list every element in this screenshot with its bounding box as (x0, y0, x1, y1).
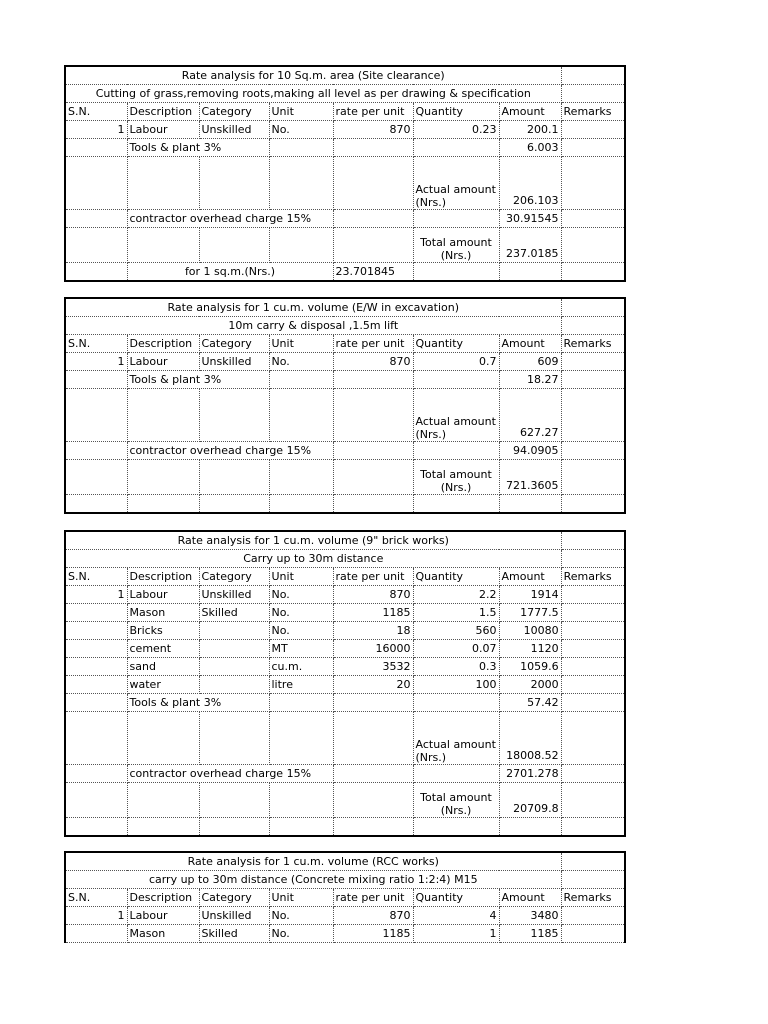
cell-category (199, 622, 269, 640)
per-sqm-label: for 1 sq.m.(Nrs.) (127, 263, 333, 282)
cell-rate: 3532 (333, 658, 413, 676)
per-sqm-value: 23.701845 (333, 263, 413, 282)
rate-table-brick-works (64, 530, 624, 837)
cell-amount: 200.1 (499, 121, 561, 139)
table-row (65, 622, 625, 640)
actual-label: Actual amount (Nrs.) (413, 389, 499, 442)
header-remarks: Remarks (561, 335, 625, 353)
cell-unit: No. (269, 586, 333, 604)
tools-row (65, 139, 625, 157)
cell-unit: No. (269, 121, 333, 139)
header-amount: Amount (499, 103, 561, 121)
table-row (65, 925, 625, 943)
empty-row (65, 495, 625, 514)
cell-description: cement (127, 640, 199, 658)
header-row (65, 568, 625, 586)
total-amount: 721.3605 (499, 460, 561, 495)
header-description: Description (127, 568, 199, 586)
cell-sn (65, 622, 127, 640)
cell-category: Skilled (199, 925, 269, 943)
table-subtitle: Carry up to 30m distance (65, 550, 561, 568)
actual-row (65, 389, 625, 442)
cell-quantity: 0.3 (413, 658, 499, 676)
cell-remarks (561, 604, 625, 622)
rate-table-site-clearance (64, 65, 624, 282)
cell-unit: No. (269, 925, 333, 943)
empty-row (65, 818, 625, 837)
cell-remarks (561, 925, 625, 943)
header-remarks: Remarks (561, 889, 625, 907)
header-quantity: Quantity (413, 335, 499, 353)
header-description: Description (127, 889, 199, 907)
cell-amount: 3480 (499, 907, 561, 925)
table-title: Rate analysis for 1 cu.m. volume (E/W in excavation) (65, 298, 561, 317)
cell-quantity: 0.07 (413, 640, 499, 658)
actual-amount: 627.27 (499, 389, 561, 442)
cell-category: Unskilled (199, 353, 269, 371)
header-row (65, 335, 625, 353)
per-sqm-row (65, 263, 625, 282)
cell-unit: MT (269, 640, 333, 658)
cell-description: Mason (127, 604, 199, 622)
tools-amount: 6.003 (499, 139, 561, 157)
header-unit: Unit (269, 103, 333, 121)
header-remarks: Remarks (561, 568, 625, 586)
cell-quantity: 560 (413, 622, 499, 640)
cell-remarks (561, 907, 625, 925)
total-amount: 20709.8 (499, 783, 561, 818)
tools-row (65, 694, 625, 712)
cell-description: Labour (127, 353, 199, 371)
cell-quantity: 0.23 (413, 121, 499, 139)
cell-amount: 2000 (499, 676, 561, 694)
header-row (65, 889, 625, 907)
header-description: Description (127, 103, 199, 121)
header-remarks: Remarks (561, 103, 625, 121)
cell-sn: 1 (65, 907, 127, 925)
overhead-label: contractor overhead charge 15% (127, 765, 333, 783)
cell-amount: 1059.6 (499, 658, 561, 676)
cell-rate: 870 (333, 353, 413, 371)
cell-quantity: 100 (413, 676, 499, 694)
cell-amount: 10080 (499, 622, 561, 640)
header-amount: Amount (499, 335, 561, 353)
overhead-amount: 30.91545 (499, 210, 561, 228)
total-label: Total amount (Nrs.) (413, 783, 499, 818)
header-sn: S.N. (65, 103, 127, 121)
header-quantity: Quantity (413, 568, 499, 586)
total-row (65, 783, 625, 818)
tools-label: Tools & plant 3% (127, 371, 269, 389)
rate-table-rcc-works (64, 851, 624, 943)
table-row (65, 640, 625, 658)
overhead-row (65, 210, 625, 228)
table-row (65, 586, 625, 604)
cell-amount: 1914 (499, 586, 561, 604)
actual-label: Actual amount (Nrs.) (413, 712, 499, 765)
cell-description: water (127, 676, 199, 694)
cell-description: Mason (127, 925, 199, 943)
cell-amount: 1185 (499, 925, 561, 943)
table-row (65, 353, 625, 371)
table-row (65, 121, 625, 139)
cell-rate: 870 (333, 121, 413, 139)
cell-amount: 609 (499, 353, 561, 371)
overhead-row (65, 765, 625, 783)
actual-label: Actual amount (Nrs.) (413, 157, 499, 210)
cell-unit: cu.m. (269, 658, 333, 676)
cell-sn: 1 (65, 353, 127, 371)
header-amount: Amount (499, 889, 561, 907)
cell-category (199, 676, 269, 694)
header-row (65, 103, 625, 121)
header-rate: rate per unit (333, 889, 413, 907)
table-row (65, 658, 625, 676)
tools-label: Tools & plant 3% (127, 694, 269, 712)
header-unit: Unit (269, 568, 333, 586)
cell-rate: 870 (333, 586, 413, 604)
table-row (65, 604, 625, 622)
cell-sn: 1 (65, 121, 127, 139)
cell-amount: 1120 (499, 640, 561, 658)
cell-remarks (561, 640, 625, 658)
cell-sn (65, 676, 127, 694)
table-title: Rate analysis for 1 cu.m. volume (9" brick works) (65, 531, 561, 550)
cell-quantity: 4 (413, 907, 499, 925)
cell-category (199, 658, 269, 676)
total-row (65, 228, 625, 263)
header-rate: rate per unit (333, 568, 413, 586)
cell-sn (65, 658, 127, 676)
cell-amount: 1777.5 (499, 604, 561, 622)
cell-sn (65, 925, 127, 943)
cell-rate: 1185 (333, 925, 413, 943)
header-sn: S.N. (65, 568, 127, 586)
rate-table-excavation (64, 297, 624, 514)
table-row (65, 676, 625, 694)
header-sn: S.N. (65, 335, 127, 353)
cell-sn (65, 604, 127, 622)
cell-unit: litre (269, 676, 333, 694)
table-title: Rate analysis for 1 cu.m. volume (RCC works) (65, 852, 561, 871)
header-category: Category (199, 568, 269, 586)
overhead-amount: 94.0905 (499, 442, 561, 460)
actual-amount: 206.103 (499, 157, 561, 210)
header-rate: rate per unit (333, 103, 413, 121)
cell-category: Unskilled (199, 586, 269, 604)
tools-amount: 18.27 (499, 371, 561, 389)
header-unit: Unit (269, 335, 333, 353)
header-amount: Amount (499, 568, 561, 586)
actual-row (65, 712, 625, 765)
header-description: Description (127, 335, 199, 353)
cell-description: Labour (127, 586, 199, 604)
cell-category: Unskilled (199, 121, 269, 139)
header-sn: S.N. (65, 889, 127, 907)
table-title: Rate analysis for 10 Sq.m. area (Site clearance) (65, 66, 561, 85)
header-rate: rate per unit (333, 335, 413, 353)
cell-sn (65, 640, 127, 658)
overhead-amount: 2701.278 (499, 765, 561, 783)
cell-rate: 870 (333, 907, 413, 925)
total-label: Total amount (Nrs.) (413, 460, 499, 495)
cell-rate: 16000 (333, 640, 413, 658)
table-subtitle: Cutting of grass,removing roots,making all level as per drawing & specification (65, 85, 561, 103)
cell-unit: No. (269, 604, 333, 622)
cell-rate: 20 (333, 676, 413, 694)
cell-rate: 18 (333, 622, 413, 640)
cell-unit: No. (269, 907, 333, 925)
cell-quantity: 1.5 (413, 604, 499, 622)
cell-description: Labour (127, 907, 199, 925)
cell-unit: No. (269, 353, 333, 371)
cell-sn: 1 (65, 586, 127, 604)
cell-quantity: 0.7 (413, 353, 499, 371)
overhead-label: contractor overhead charge 15% (127, 210, 333, 228)
cell-unit: No. (269, 622, 333, 640)
actual-row (65, 157, 625, 210)
header-quantity: Quantity (413, 889, 499, 907)
cell-remarks (561, 586, 625, 604)
header-unit: Unit (269, 889, 333, 907)
cell-quantity: 2.2 (413, 586, 499, 604)
cell-description: Labour (127, 121, 199, 139)
cell-remarks (561, 622, 625, 640)
tools-label: Tools & plant 3% (127, 139, 269, 157)
cell-category: Skilled (199, 604, 269, 622)
cell-description: Bricks (127, 622, 199, 640)
tools-amount: 57.42 (499, 694, 561, 712)
cell-category: Unskilled (199, 907, 269, 925)
cell-quantity: 1 (413, 925, 499, 943)
actual-amount: 18008.52 (499, 712, 561, 765)
cell-description: sand (127, 658, 199, 676)
header-category: Category (199, 889, 269, 907)
cell-remarks (561, 658, 625, 676)
total-label: Total amount (Nrs.) (413, 228, 499, 263)
cell-category (199, 640, 269, 658)
tools-row (65, 371, 625, 389)
table-subtitle: carry up to 30m distance (Concrete mixing ratio 1:2:4) M15 (65, 871, 561, 889)
header-category: Category (199, 335, 269, 353)
cell-rate: 1185 (333, 604, 413, 622)
total-row (65, 460, 625, 495)
table-subtitle: 10m carry & disposal ,1.5m lift (65, 317, 561, 335)
cell-remarks (561, 676, 625, 694)
table-row (65, 907, 625, 925)
total-amount: 237.0185 (499, 228, 561, 263)
header-category: Category (199, 103, 269, 121)
overhead-row (65, 442, 625, 460)
header-quantity: Quantity (413, 103, 499, 121)
overhead-label: contractor overhead charge 15% (127, 442, 333, 460)
